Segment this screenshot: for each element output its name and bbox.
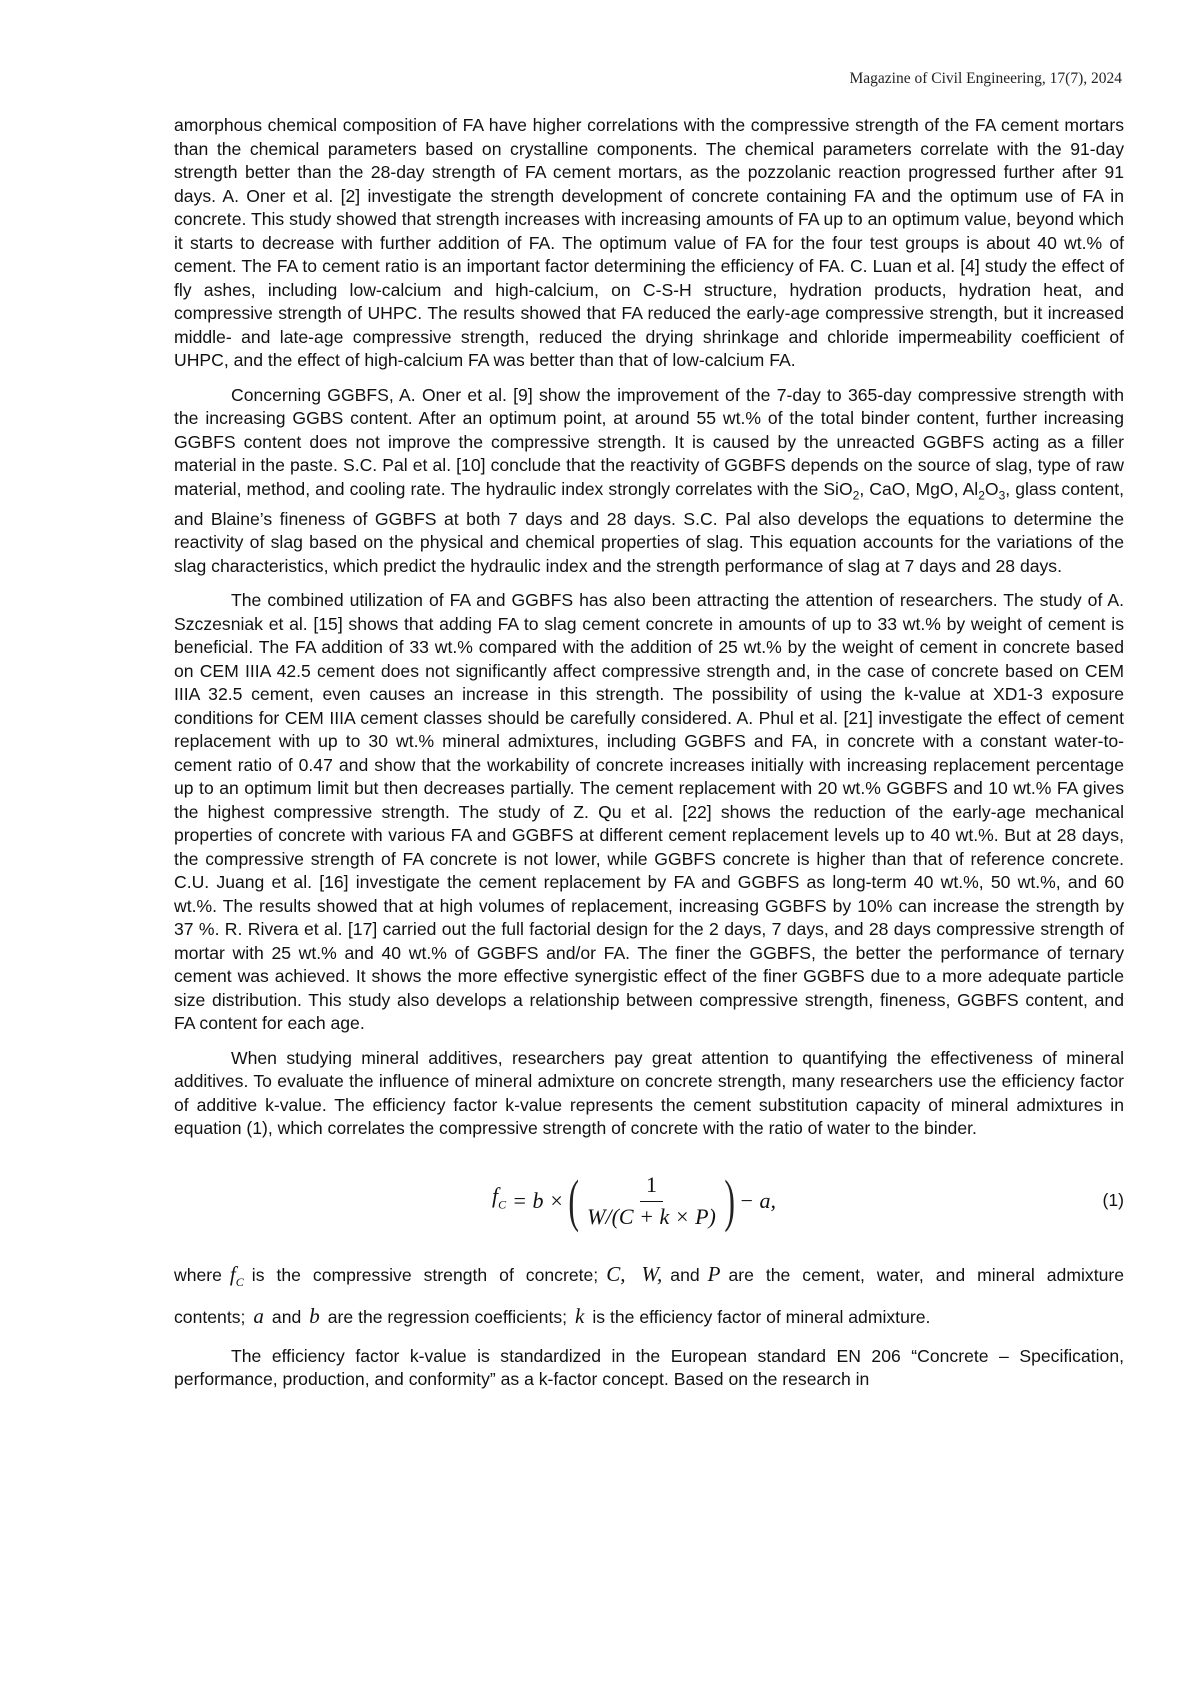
equation-numerator: 1 — [640, 1173, 663, 1202]
symbol-fc-base: f — [229, 1261, 236, 1286]
symbol-a: a — [253, 1303, 264, 1328]
equation-lhs-symbol: f — [492, 1183, 499, 1209]
text-run: where — [174, 1264, 222, 1285]
paragraph-combined: The combined utilization of FA and GGBFS has also been attracting the attention of researchers. The study of A. Szczesniak et al. [15] shows that adding FA to slag cement concrete in amounts of up to 33 wt.% by weight of cement is beneficial. The FA addition of 33 wt.% compared with the addition of 25 wt.% by the weight of cement in concrete based on CEM IIIA 42.5 cement does not significantly affect compressive strength and, in the case of concrete based on CEM IIIA 32.5 cement, even causes an increase in this strength. The possibility of using the k-value at XD1-3 exposure conditions for CEM IIIA cement classes should be carefully considered. A. Phul et al. [21] investigate the effect of cement replacement with up to 30 wt.% mineral admixtures, including GGBFS and FA, in concrete with a constant water-to-cement ratio of 0.47 and show that the workability of concrete increases initially with increasing replacement percentage up to an optimum limit but then decreases partially. The cement replacement with 20 wt.% GGBFS and 10 wt.% FA gives the highest compressive strength. The study of Z. Qu et al. [22] shows the reduction of the early-age mechanical properties of concrete with various FA and GGBFS at different cement replacement levels up to 40 wt.%. But at 28 days, the compressive strength of FA concrete is not lower, while GGBFS concrete is higher than that of reference concrete. C.U. Juang et al. [16] investigate the cement replacement by FA and GGBFS as long-term 40 wt.%, 50 wt.%, and 60 wt.%. The results showed that at high volumes of replacement, increasing GGBFS by 10% can increase the strength by 37 %. R. Rivera et al. [17] carried out the full factorial design for the 2 days, 7 days, and 28 days compressive strength of mortar with 25 wt.% and 40 wt.% of GGBFS and/or FA. The finer the GGBFS, the better the performance of ternary cement was achieved. It shows the more effective synergistic effect of the finer GGBFS due to a more adequate particle size distribution. This study also develops a relationship between compressive strength, fineness, GGBFS content, and FA content for each age. — [174, 590, 1124, 1034]
body-text — [174, 114, 1124, 1403]
subscript: 3 — [998, 488, 1006, 503]
text-run: , glass content, and Blaine’s fineness of GGBFS at both 7 days and 28 days. S.C. Pal also develops the equations to determine the reactivity of slag based on the physical and chemical properties of slag. This equation accounts for the variations of the slag characteristics, which predict the hydraulic index and the strength performance of slag at 7 days and 28 days. — [174, 478, 1124, 576]
running-header: Magazine of Civil Engineering, 17(7), 2024 — [849, 70, 1122, 87]
equation-coefficient: = b × — [512, 1187, 564, 1213]
symbol-p: P — [707, 1261, 721, 1286]
symbol-fc-subscript: C — [235, 1274, 244, 1289]
text-run: , CaO, MgO, Al — [859, 478, 979, 499]
right-paren: ) — [724, 1167, 735, 1233]
text-run: are the cement, water, and mineral admixture contents; — [174, 1264, 1125, 1327]
text-run: is the compressive strength of concrete; — [251, 1264, 599, 1285]
text-run: and — [271, 1306, 302, 1327]
equation-1 — [492, 1155, 776, 1247]
symbol-k: k — [575, 1303, 585, 1328]
paragraph-where — [174, 1257, 1124, 1334]
paragraph-k-value-standard: The efficiency factor k-value is standardized in the European standard EN 206 “Concrete – Specification, performance, production, and conformity” as a k-factor concept. Based on the research in — [174, 1345, 1124, 1390]
text-run: Concerning GGBFS, A. Oner et al. [9] show the improvement of the 7-day to 365-day compressive strength with the increasing GGBS content. After an optimum point, at around 55 wt.% of the total binder content, further increasing GGBFS content does not improve the compressive strength. It is caused by the unreacted GGBFS acting as a filler material in the paste. S.C. Pal et al. [10] conclude that the reactivity of GGBFS depends on the source of slag, type of raw material, method, and cooling rate. The hydraulic index strongly correlates with the SiO — [174, 384, 1124, 499]
left-paren: ( — [568, 1167, 579, 1233]
paragraph-mineral-additives: When studying mineral additives, researchers pay great attention to quantifying the effectiveness of mineral additives. To evaluate the influence of mineral admixture on concrete strength, many researchers use the efficiency factor of additive k-value. The efficiency factor k-value represents the cement substitution capacity of mineral admixtures in equation (1), which correlates the compressive strength of concrete with the ratio of water to the binder. — [174, 1047, 1124, 1139]
subscript: 2 — [852, 488, 860, 503]
equation-tail: − a, — [739, 1187, 777, 1213]
equation-fraction — [587, 1173, 716, 1228]
paragraph-fly-ash: amorphous chemical composition of FA have higher correlations with the compressive strength of the FA cement mortars than the chemical parameters based on crystalline components. The chemical parameters correlate with the 91-day strength better than the 28-day strength of FA cement mortars, as the pozzolanic reaction progressed further after 91 days. A. Oner et al. [2] investigate the strength development of concrete containing FA and the optimum use of FA in concrete. This study showed that strength increases with increasing amounts of FA up to an optimum value, beyond which it starts to decrease with further addition of FA. The optimum value of FA for the four test groups is about 40 wt.% of cement. The FA to cement ratio is an important factor determining the efficiency of FA. C. Luan et al. [4] study the effect of fly ashes, including low-calcium and high-calcium, on C-S-H structure, hydration products, hydration heat, and compressive strength of UHPC. The results showed that FA reduced the early-age compressive strength, but it increased middle- and late-age compressive strength, reduced the drying shrinkage and chloride impermeability coefficient of UHPC, and the effect of high-calcium FA was better than that of low-calcium FA. — [174, 115, 1124, 370]
text-run: is the efficiency factor of mineral admixture. — [592, 1306, 931, 1327]
symbol-w: W, — [641, 1261, 663, 1286]
equation-block — [174, 1155, 1124, 1247]
symbol-fc — [222, 1261, 252, 1289]
text-run: and — [670, 1264, 700, 1285]
equation-number: (1) — [1102, 1189, 1124, 1210]
symbol-b: b — [309, 1303, 320, 1328]
symbol-c: C, — [606, 1261, 626, 1286]
text-run: are the regression coefficients; — [327, 1306, 568, 1327]
equation-denominator: W/(C + k × P) — [587, 1203, 716, 1229]
equation-lhs — [492, 1184, 506, 1217]
text-run: O — [984, 478, 999, 499]
subscript: 2 — [978, 488, 985, 503]
equation-lhs-subscript: C — [498, 1197, 507, 1212]
paragraph-ggbfs — [174, 384, 1124, 579]
